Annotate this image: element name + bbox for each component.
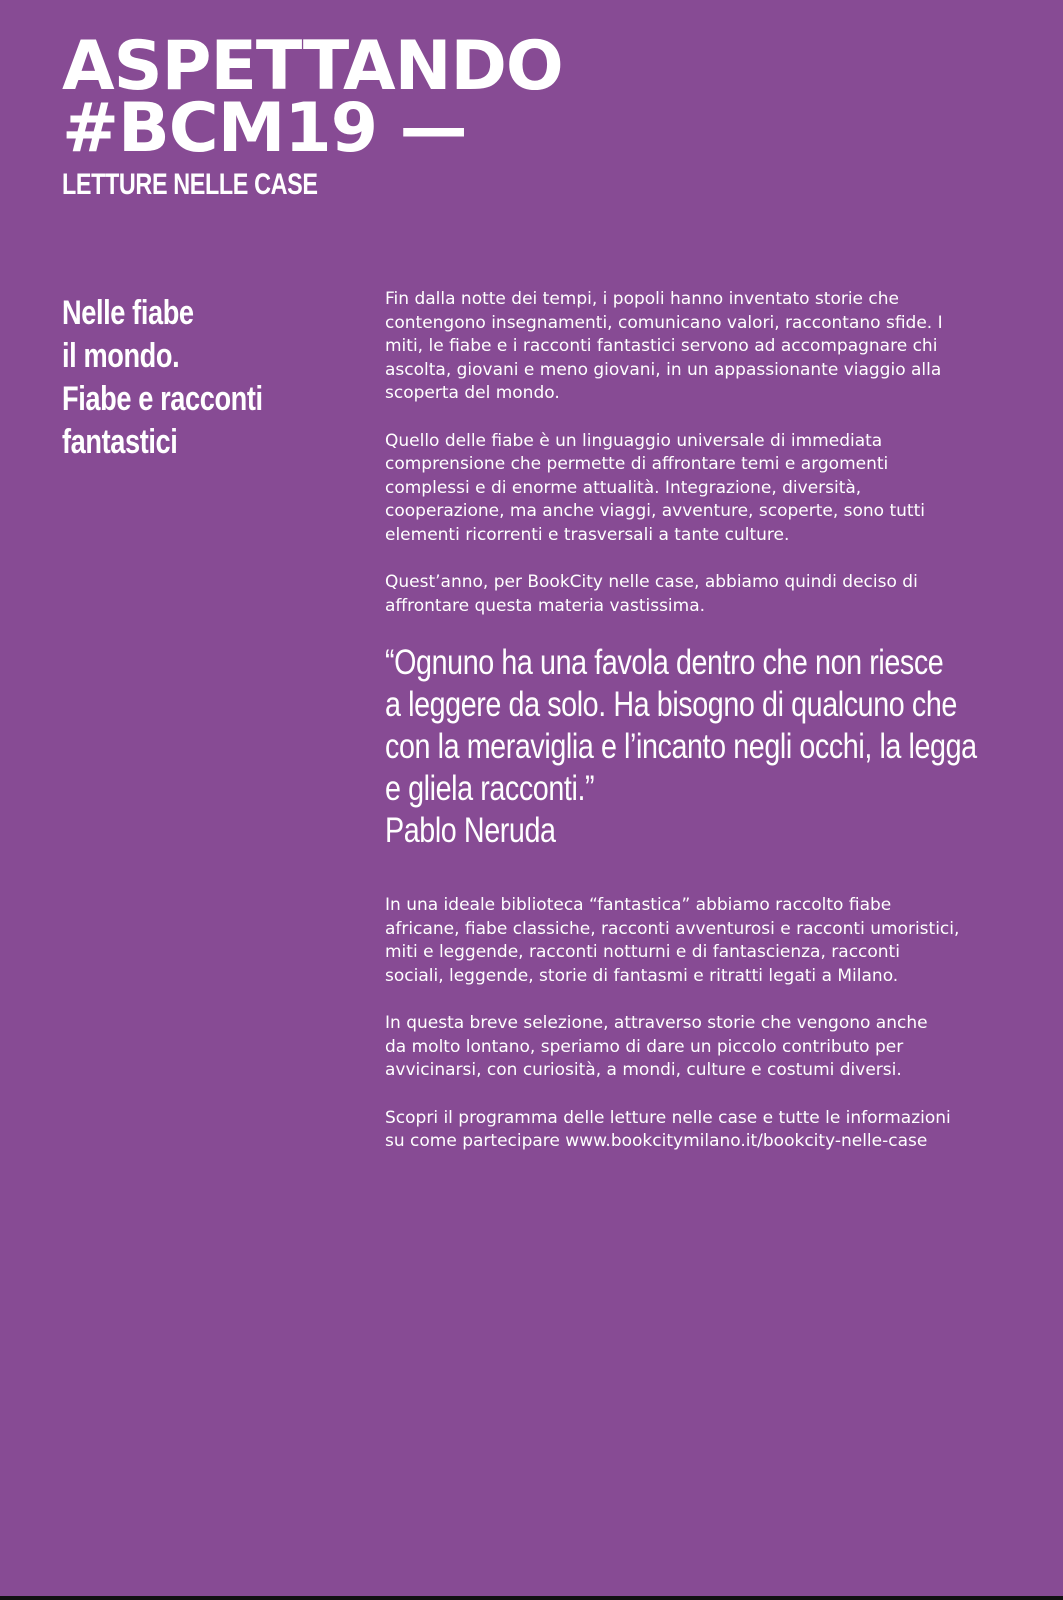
- pull-quote-line: e gliela racconti.”: [385, 769, 595, 808]
- body-paragraph-decision: Quest’anno, per BookCity nelle case, abbiamo quindi deciso di affrontare questa materia vastissima.: [385, 572, 918, 616]
- section-title-line: Nelle fiabe: [62, 294, 194, 332]
- pull-quote-line: “Ognuno ha una favola dentro che non riesce: [385, 643, 944, 682]
- pull-quote-author: Pablo Neruda: [385, 811, 556, 850]
- masthead-subtitle: LETTURE NELLE CASE: [62, 168, 318, 201]
- body-paragraph-library: In una ideale biblioteca “fantastica” abbiamo raccolto fiabe africane, fiabe classiche, racconti avventurosi e racconti umoristici, miti e leggende, racconti notturni e di fantascienza, racconti sociali, leggende, storie di fantasmi e ritratti legati a Milano.: [385, 895, 960, 986]
- bottom-rule: [0, 1596, 1063, 1600]
- masthead-title-line-2: #BCM19 —: [62, 89, 467, 168]
- body-paragraph-intro: Fin dalla notte dei tempi, i popoli hanno inventato storie che contengono insegnamenti, comunicano valori, raccontano sfide. I miti, le fiabe e i racconti fantastici servono ad accompagnare chi ascolta, giovani e meno giovani, in un appassionante viaggio alla scoperta del mondo.: [385, 289, 943, 403]
- section-title: [62, 292, 322, 464]
- lower-text-block: [385, 894, 1005, 1154]
- body-paragraph-program-link: Scopri il programma delle letture nelle case e tutte le informazioni su come partecipare www.bookcitymilano.it/bookcity-nelle-case: [385, 1107, 951, 1151]
- section-title-line: Fiabe e racconti: [62, 380, 263, 418]
- body-column: [385, 288, 1005, 1178]
- body-paragraph-language: Quello delle fiabe è un linguaggio universale di immediata comprensione che permette di affrontare temi e argomenti complessi e di enorme attualità. Integrazione, diversità, cooperazione, ma anche viaggi, avventure, scoperte, sono tutti elementi ricorrenti e trasversali a tante culture.: [385, 430, 925, 545]
- masthead: [62, 27, 682, 202]
- pull-quote: [385, 642, 1063, 852]
- pull-quote-line: a leggere da solo. Ha bisogno di qualcuno che: [385, 685, 957, 724]
- section-title-line: fantastici: [62, 423, 178, 461]
- section-title-line: il mondo.: [62, 337, 180, 375]
- body-paragraph-selection: In questa breve selezione, attraverso storie che vengono anche da molto lontano, speriamo di dare un piccolo contributo per avvicinarsi, con curiosità, a mondi, culture e costumi diversi.: [385, 1013, 928, 1080]
- pull-quote-line: con la meraviglia e l’incanto negli occhi, la legga: [385, 727, 977, 766]
- masthead-title-line-1: ASPETTANDO: [62, 27, 563, 106]
